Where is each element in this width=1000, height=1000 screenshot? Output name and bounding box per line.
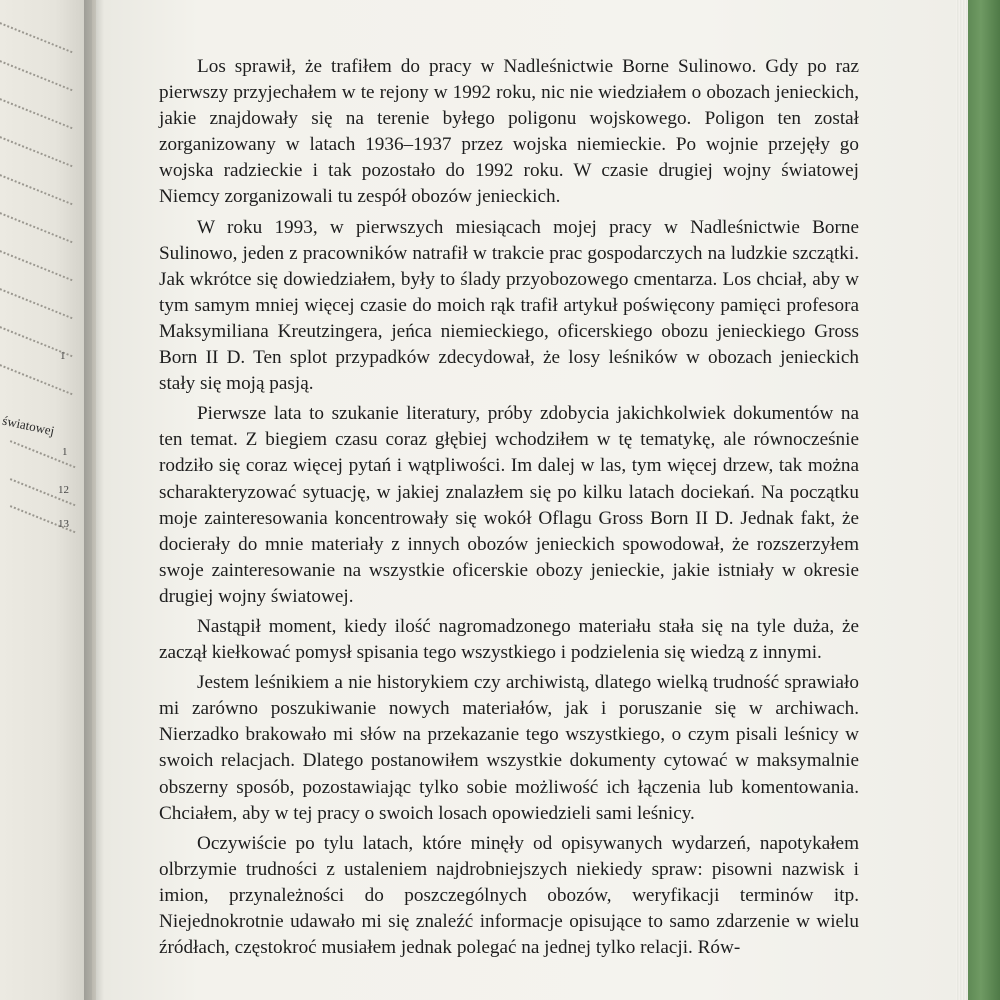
paragraph: Nastąpił moment, kiedy ilość nagromadzonego materiału stała się na tyle duża, że zaczął kiełkować pomysł spisania tego wszystkiego i podzielenia się wiedzą z innymi.: [159, 615, 859, 664]
toc-leader-line: [0, 276, 73, 320]
paragraph: Los sprawił, że trafiłem do pracy w Nadleśnictwie Borne Sulinowo. Gdy po raz pierwszy przyjechałem w te rejony w 1992 roku, nic nie wiedziałem o obozach jenieckich, jakie znajdowały się na terenie byłego poligonu wojskowego. Poligon ten został zorganizowany w latach 1936–1937 przez wojska niemieckie. Po wojnie przejęły go wojska radzieckie i tak pozostało do 1992 roku. W czasie drugiej wojny światowej Niemcy zorganizowali tu zespół obozów jenieckich.: [159, 56, 859, 208]
paragraph: Jestem leśnikiem a nie historykiem czy archiwistą, dlatego wielką trudność sprawiało mi zarówno poszukiwanie nowych materiałów, jak i poruszanie się w archiwach. Nierzadko brakowało mi słów na przekazanie tego wszystkiego, o czym pisali leśnicy w swoich relacjach. Dlatego postanowiłem wszystkie dokumenty cytować w maksymalnie obszerny sposób, pozostawiając tylko sobie możliwość ich łączenia lub komentowania. Chciałem, aby w tej pracy o swoich losach opowiedzieli sami leśnicy.: [159, 672, 859, 824]
toc-leader-line: [0, 162, 73, 206]
body-text: [159, 54, 859, 961]
paragraph: Oczywiście po tylu latach, które minęły od opisywanych wydarzeń, napotykałem olbrzymie trudności z ustaleniem najdrobniejszych niekiedy spraw: pisowni nazwisk i imion, przynależności do poszczególnych obozów, weryfikacji terminów itp. Niejednokrotnie udawało mi się znaleźć informacje opisujące to samo zdarzenie w wielu źródłach, częstokroć musiałem jednak polegać na jednej tylko relacji. Rów-: [159, 832, 859, 959]
previous-page-fragment: [0, 0, 92, 1000]
toc-fragment-text: światowej: [1, 412, 56, 439]
toc-leader-line: [0, 10, 73, 54]
toc-page-number: 12: [58, 484, 69, 496]
gutter-shadow: [84, 0, 104, 1000]
toc-leader-line: [0, 48, 73, 92]
toc-leader-line: [0, 200, 73, 244]
paragraph: Pierwsze lata to szukanie literatury, próby zdobycia jakichkolwiek dokumentów na ten temat. Z biegiem czasu coraz głębiej wchodziłem w tę tematykę, ale równocześnie rodziło się coraz więcej pytań i wątpliwości. Im dalej w las, tym więcej drzew, tak można scharakteryzować sytuację, w jakiej znalazłem się po kilku latach dociekań. Na początku moje zainteresowania koncentrowały się wokół Oflagu Gross Born II D. Jednak fakt, że docierały do mnie materiały z innych obozów jenieckich spowodował, że rozszerzyłem swoje zainteresowanie na wszystkie oficerskie obozy jenieckie, jakie istniały w okresie drugiej wojny światowej.: [159, 403, 859, 607]
book-cover-edge: [968, 0, 1000, 1000]
paragraph: W roku 1993, w pierwszych miesiącach mojej pracy w Nadleśnictwie Borne Sulinowo, jeden z pracowników natrafił w trakcie prac gospodarczych na ludzkie szczątki. Jak wkrótce się dowiedziałem, były to ślady przyobozowego cmentarza. Los chciał, aby w tym samym mniej więcej czasie do moich rąk trafił artykuł poświęcony pamięci profesora Maksymiliana Kreutzingera, jeńca niemieckiego, oficerskiego obozu jenieckiego Gross Born II D. Ten splot przypadków zdecydował, że losy leśników w obozach jenieckich stały się moją pasją.: [159, 216, 859, 395]
toc-page-number: 1: [62, 446, 68, 458]
toc-page-number: 1: [60, 350, 66, 362]
toc-leader-line: [0, 124, 73, 168]
toc-leader-line: [0, 86, 73, 130]
toc-page-number: 13: [58, 518, 69, 530]
toc-leader-line: [0, 238, 73, 282]
